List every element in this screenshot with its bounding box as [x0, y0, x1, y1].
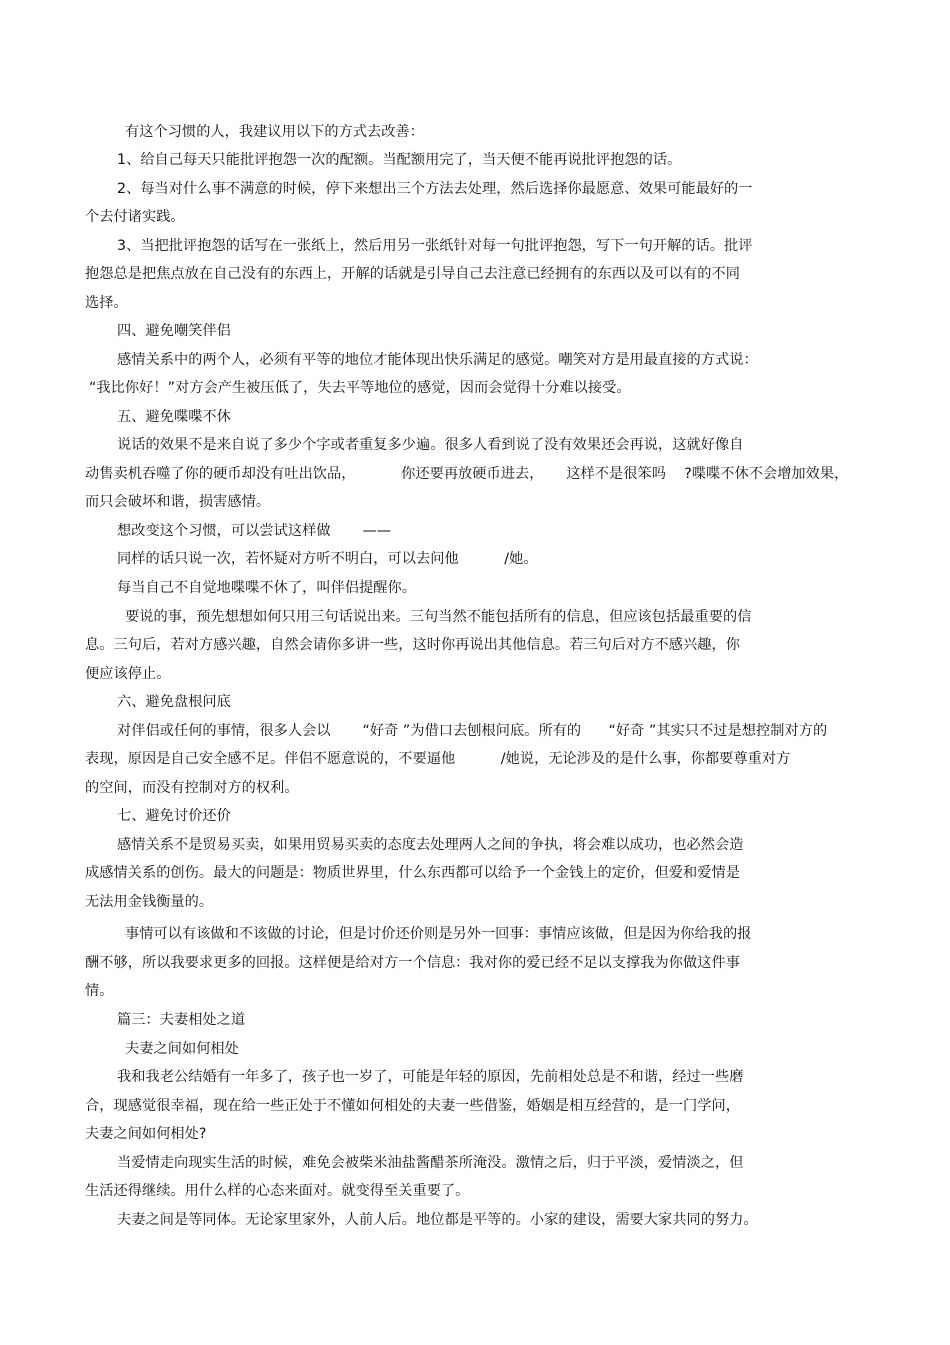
text-line: 成感情关系的创伤。最大的问题是：物质世界里，什么东西都可以给予一个金钱上的定价，但爱和爱情是	[85, 865, 740, 881]
text-line: 而只会破坏和谐，损害感情。	[85, 494, 271, 510]
text-line: 生活还得继续。用什么样的心态来面对。就变得至关重要了。	[85, 1183, 470, 1199]
text-line: 的空间，而没有控制对方的权利。	[85, 780, 299, 796]
text-line: 抱怨总是把焦点放在自己没有的东西上，开解的话就是引导自己去注意已经拥有的东西以及可以有的不同	[85, 266, 740, 282]
text-line: 酬不够，所以我要求更多的回报。这样便是给对方一个信息：我对你的爱已经不足以支撑我为你做这件事	[85, 955, 740, 971]
section-heading: 六、避免盘根问底	[117, 694, 231, 710]
text-line: 要说的事，预先想想如何只用三句话说出来。三句当然不能包括所有的信息，但应该包括最重要的信	[125, 609, 752, 625]
text-line: 想改变这个习惯，可以尝试这样做 ——	[117, 523, 391, 539]
text-line: 表现，原因是自己安全感不足。伴侣不愿意说的，不要逼他 /她说，无论涉及的是什么事，你都要尊重对方	[85, 751, 791, 767]
text-line: 选择。	[85, 295, 128, 311]
text-line: 3、当把批评抱怨的话写在一张纸上，然后用另一张纸针对每一句批评抱怨，写下一句开解的话。批评	[117, 238, 753, 254]
text-line: 有这个习惯的人，我建议用以下的方式去改善：	[125, 124, 424, 140]
text-line: 夫妻之间是等同体。无论家里家外，人前人后。地位都是平等的。小家的建设，需要大家共同的努力。	[117, 1212, 758, 1228]
section-heading: 四、避免嘲笑伴侣	[117, 323, 231, 339]
text-line: 无法用金钱衡量的。	[85, 894, 214, 910]
text-line: 每当自己不自觉地喋喋不休了，叫伴侣提醒你。	[117, 580, 416, 596]
section-heading: 五、避免喋喋不休	[117, 409, 231, 425]
text-line: 夫妻之间如何相处?	[85, 1126, 207, 1142]
text-line: 情。	[85, 983, 114, 999]
text-line: 同样的话只说一次，若怀疑对方听不明白，可以去问他 /她。	[117, 551, 538, 567]
subsection-heading: 夫妻之间如何相处	[125, 1041, 239, 1057]
text-line: “我比你好！”对方会产生被压低了，失去平等地位的感觉，因而会觉得十分难以接受。	[89, 380, 631, 396]
section-heading: 篇三：夫妻相处之道	[117, 1012, 246, 1028]
text-line: 我和我老公结婚有一年多了，孩子也一岁了，可能是年轻的原因，先前相处总是不和谐，经过一些磨	[117, 1069, 744, 1085]
text-line: 动售卖机吞噬了你的硬币却没有吐出饮品， 你还要再放硬币进去， 这样不是很笨吗 ?喋喋不休不会增加效果，	[85, 466, 849, 482]
text-line: 便应该停止。	[85, 666, 171, 682]
text-line: 感情关系不是贸易买卖，如果用贸易买卖的态度去处理两人之间的争执，将会难以成功，也必然会造	[117, 837, 744, 853]
text-line: 事情可以有该做和不该做的讨论，但是讨价还价则是另外一回事：事情应该做，但是因为你给我的报	[125, 926, 752, 942]
text-line: 2、每当对什么事不满意的时候，停下来想出三个方法去处理，然后选择你最愿意、效果可能最好的一	[117, 181, 753, 197]
text-line: 说话的效果不是来自说了多少个字或者重复多少遍。很多人看到说了没有效果还会再说，这就好像自	[117, 437, 744, 453]
text-line: 感情关系中的两个人，必须有平等的地位才能体现出快乐满足的感觉。嘲笑对方是用最直接的方式说：	[117, 352, 758, 368]
text-line: 1、给自己每天只能批评抱怨一次的配额。当配额用完了，当天便不能再说批评抱怨的话。	[117, 152, 682, 168]
text-line: 合，现感觉很幸福，现在给一些正处于不懂如何相处的夫妻一些借鉴，婚姻是相互经营的，是一门学问，	[85, 1098, 740, 1114]
text-line: 息。三句后，若对方感兴趣，自然会请你多讲一些，这时你再说出其他信息。若三句后对方不感兴趣，你	[85, 637, 740, 653]
section-heading: 七、避免讨价还价	[117, 808, 231, 824]
text-line: 个去付诸实践。	[85, 209, 185, 225]
text-line: 当爱情走向现实生活的时候，难免会被柴米油盐酱醋茶所淹没。激情之后，归于平淡，爱情淡之，但	[117, 1155, 744, 1171]
text-line: 对伴侣或任何的事情，很多人会以 “好奇 ”为借口去刨根问底。所有的 “好奇 ”其实只不过是想控制对方的	[117, 723, 828, 739]
